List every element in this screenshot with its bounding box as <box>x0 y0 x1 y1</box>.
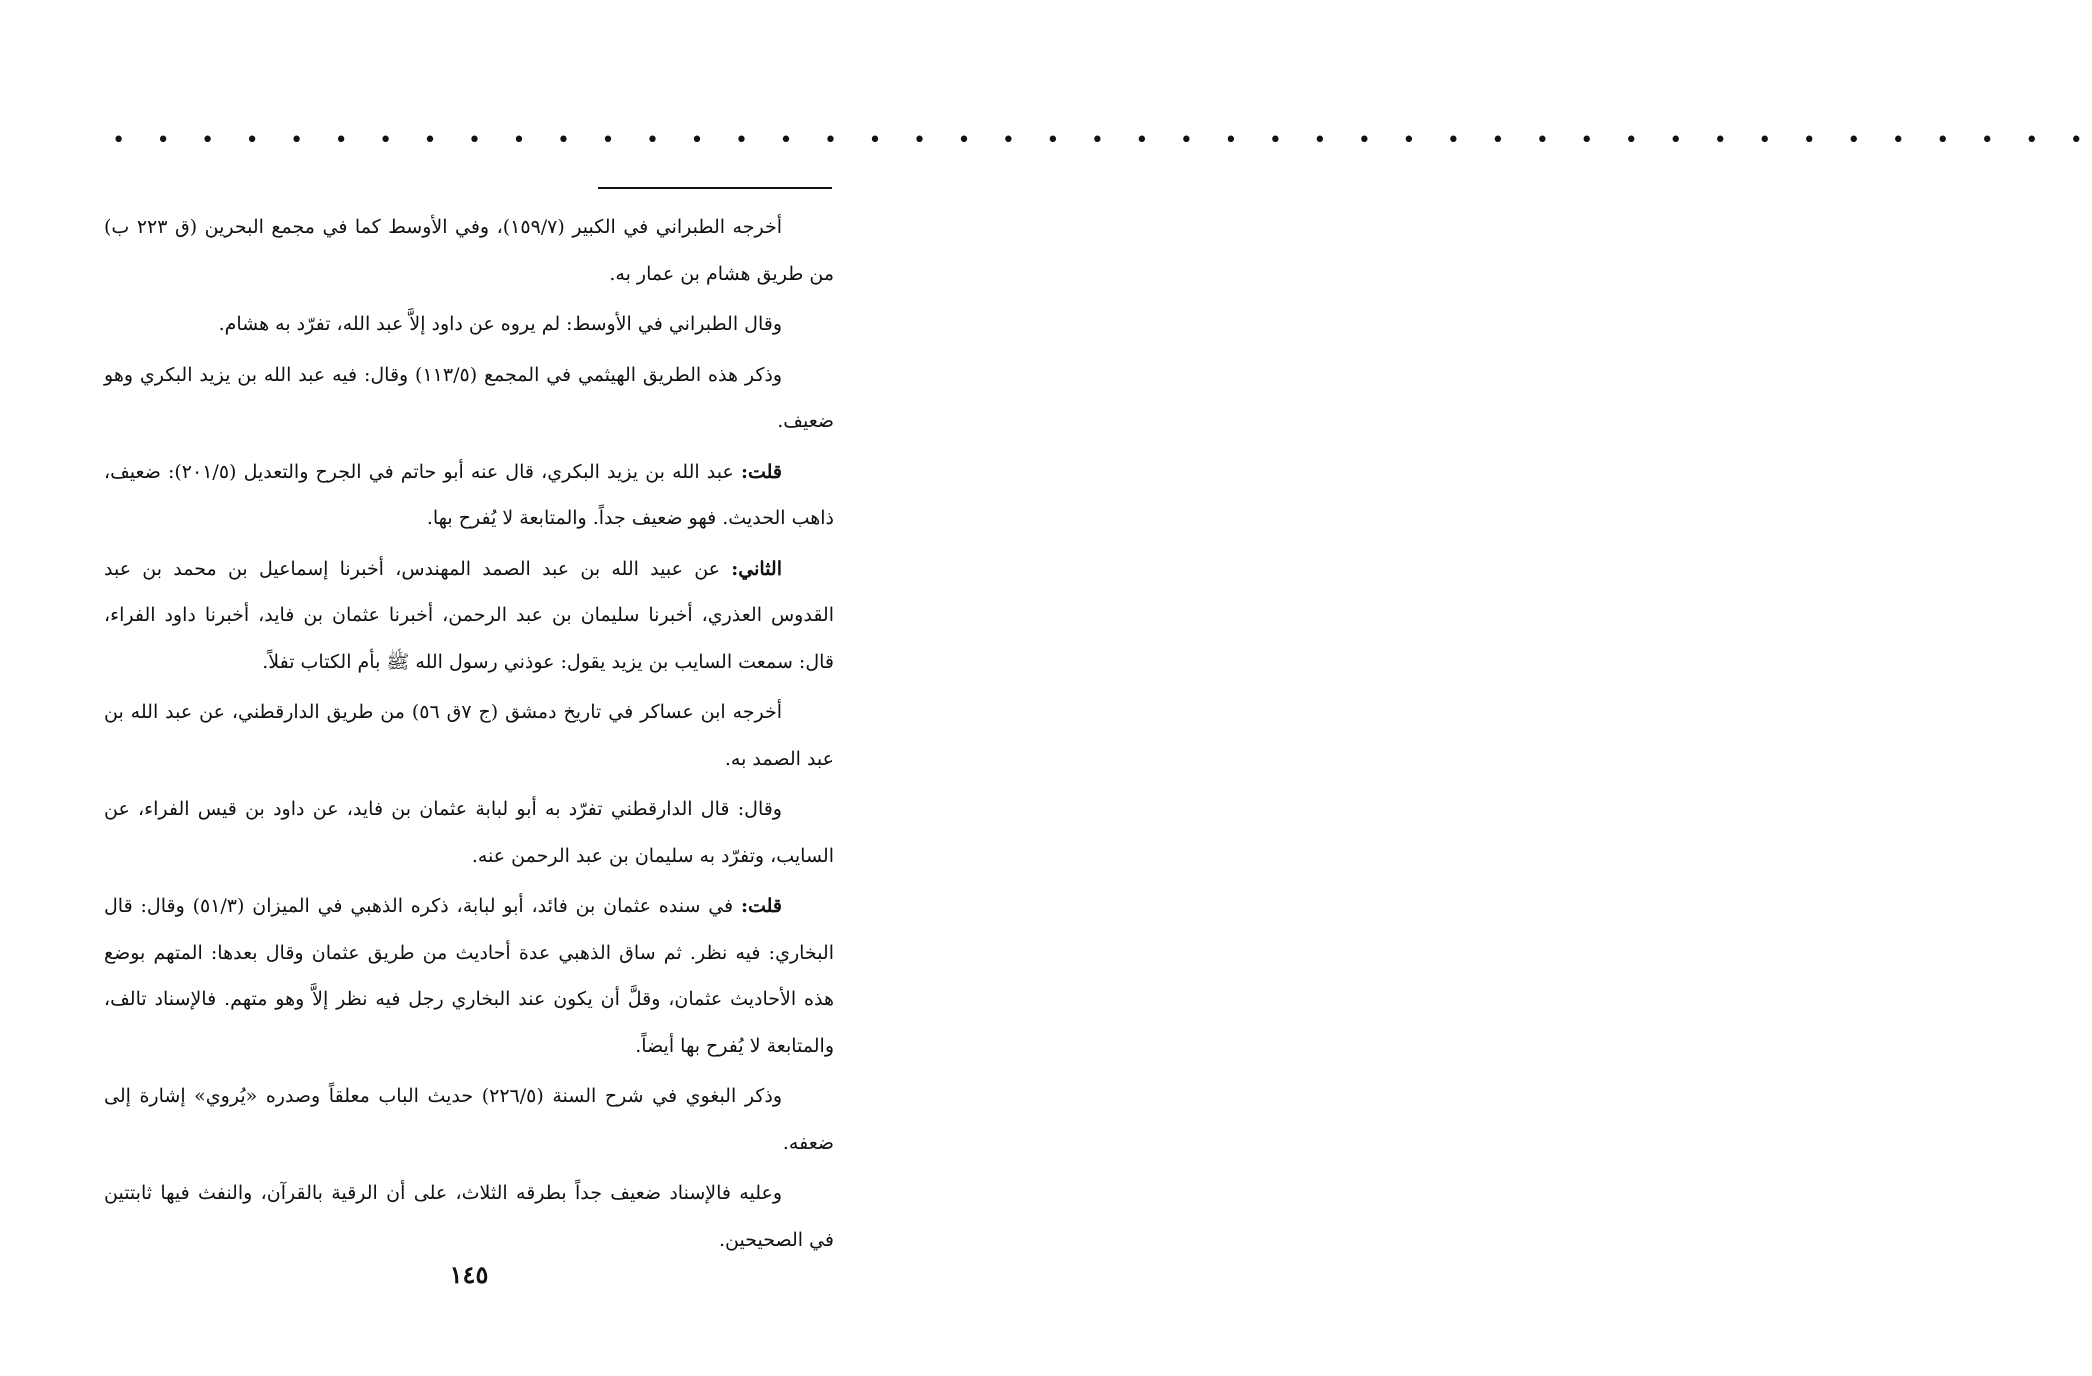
paragraph <box>104 883 834 1069</box>
paragraph <box>104 1073 834 1166</box>
paragraph-text: وذكر هذه الطريق الهيثمي في المجمع (١١٣/٥) وقال: فيه عبد الله بن يزيد البكري وهو ضعيف. <box>104 363 834 432</box>
paragraph-text: وقال الطبراني في الأوسط: لم يروه عن داود إلاَّ عبد الله، تفرّد به هشام. <box>218 313 782 335</box>
paragraph-text: عن عبيد الله بن عبد الصمد المهندس، أخبرنا إسماعيل بن محمد بن عبد القدوس العذري، أخبرنا سليمان بن عبد الرحمن، أخبرنا عثمان بن فايد، أخبرنا داود الفراء، قال: سمعت السايب بن يزيد يقول: عوذني رسول الله ﷺ بأم الكتاب تفلاً. <box>104 557 834 673</box>
page-number: ١٤٥ <box>449 1260 489 1289</box>
paragraph <box>104 301 834 348</box>
paragraph-text: عبد الله بن يزيد البكري، قال عنه أبو حاتم في الجرح والتعديل (٢٠١/٥): ضعيف، ذاهب الحديث. فهو ضعيف جداً. والمتابعة لا يُفرح بها. <box>104 460 834 529</box>
footnote-body <box>104 204 834 1263</box>
paragraph-text: أخرجه ابن عساكر في تاريخ دمشق (ج ٧ق ٥٦) من طريق الدارقطني، عن عبد الله بن عبد الصمد به. <box>104 701 834 770</box>
paragraph-text: وذكر البغوي في شرح السنة (٢٢٦/٥) حديث الباب معلقاً وصدره «يُروي» إشارة إلى ضعفه. <box>104 1085 834 1154</box>
paragraph-lead: قلت: <box>740 460 782 483</box>
paragraph <box>104 449 834 542</box>
paragraph <box>104 204 834 297</box>
dotted-separator: • • • • • • • • • • • • • • • • • • • • • • • • • • • • • • • • • • • • • • • • • • • • • <box>112 128 2092 153</box>
paragraph-text: وقال: قال الدارقطني تفرّد به أبو لبابة عثمان بن فايد، عن داود بن قيس الفراء، عن السايب، وتفرّد به سليمان بن عبد الرحمن عنه. <box>104 798 834 867</box>
paragraph <box>104 546 834 686</box>
paragraph-text: وعليه فالإسناد ضعيف جداً بطرقه الثلاث، على أن الرقية بالقرآن، والنفث فيها ثابتتين في الصحيحين. <box>104 1182 834 1251</box>
footnote-rule <box>598 187 832 189</box>
paragraph-lead: الثاني: <box>731 557 782 580</box>
paragraph-text: في سنده عثمان بن فائد، أبو لبابة، ذكره الذهبي في الميزان (٥١/٣) وقال: قال البخاري: فيه نظر. ثم ساق الذهبي عدة أحاديث من طريق عثمان وقال بعدها: المتهم بوضع هذه الأحاديث عثمان، وقلَّ أن يكون عند البخاري رجل فيه نظر إلاَّ وهو متهم. فالإسناد تالف، والمتابعة لا يُفرح بها أيضاً. <box>104 895 834 1057</box>
paragraph-text: أخرجه الطبراني في الكبير (١٥٩/٧)، وفي الأوسط كما في مجمع البحرين (ق ٢٢٣ ب) من طريق هشام بن عمار به. <box>104 216 834 285</box>
paragraph <box>104 1170 834 1263</box>
paragraph <box>104 786 834 879</box>
paragraph <box>104 352 834 445</box>
paragraph <box>104 689 834 782</box>
paragraph-lead: قلت: <box>740 895 782 917</box>
